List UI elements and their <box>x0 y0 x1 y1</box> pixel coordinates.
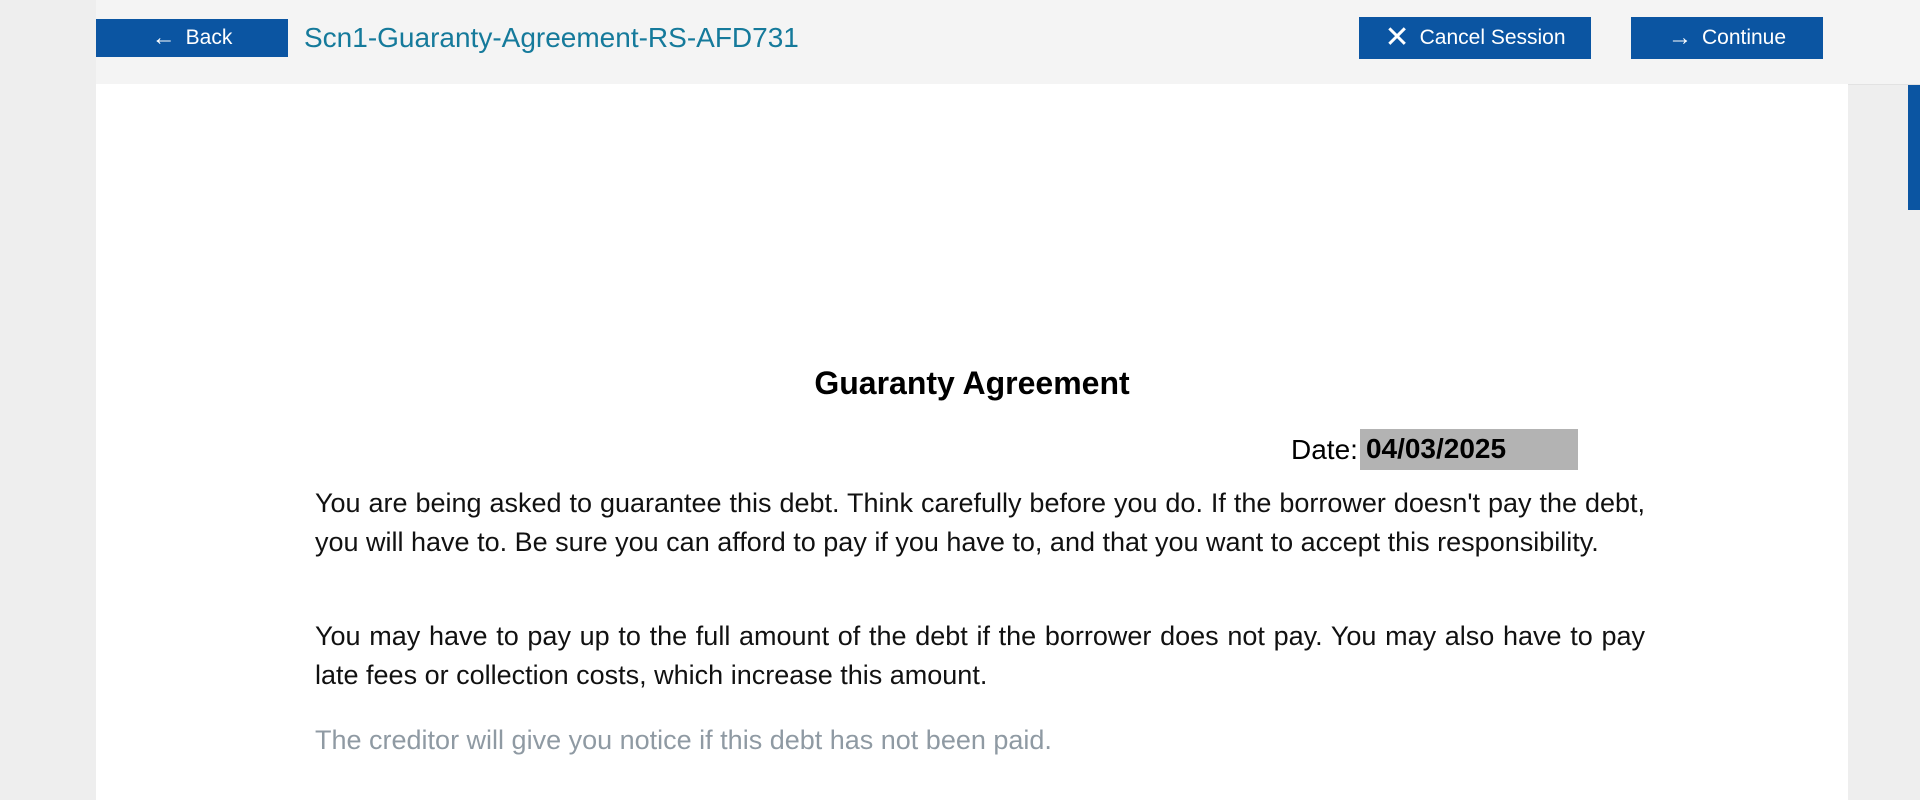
back-button-label: Back <box>185 26 233 49</box>
date-row <box>1291 429 1578 470</box>
arrow-right-icon: → <box>1667 24 1692 51</box>
document-page[interactable] <box>96 84 1848 800</box>
page-title: Guaranty Agreement <box>814 365 1130 401</box>
paragraph-2: You may have to pay up to the full amount of the debt if the borrower does not pay. You may also have to pay late fees or collection costs, which increase this amount. <box>315 621 1645 690</box>
date-value-field[interactable]: 04/03/2025 <box>1360 429 1578 470</box>
continue-button[interactable] <box>1631 17 1823 59</box>
paragraph-1: You are being asked to guarantee this debt. Think carefully before you do. If the borrower doesn't pay the debt, you will have to. Be sure you can afford to pay if you have to, and that you want to accept this responsibility. <box>315 488 1645 557</box>
back-button[interactable] <box>96 19 288 57</box>
close-x-icon: ✕ <box>1384 21 1410 54</box>
date-label: Date: <box>1291 433 1358 465</box>
cancel-session-label: Cancel Session <box>1419 26 1566 49</box>
document-title: Scn1-Guaranty-Agreement-RS-AFD731 <box>304 22 799 53</box>
paragraph-3: The creditor will give you notice if this debt has not been paid. <box>315 725 1052 755</box>
left-margin-area <box>0 0 96 800</box>
arrow-left-icon: ← <box>151 24 176 51</box>
top-toolbar <box>96 0 1920 85</box>
continue-button-label: Continue <box>1701 26 1787 49</box>
cancel-session-button[interactable] <box>1359 17 1591 59</box>
